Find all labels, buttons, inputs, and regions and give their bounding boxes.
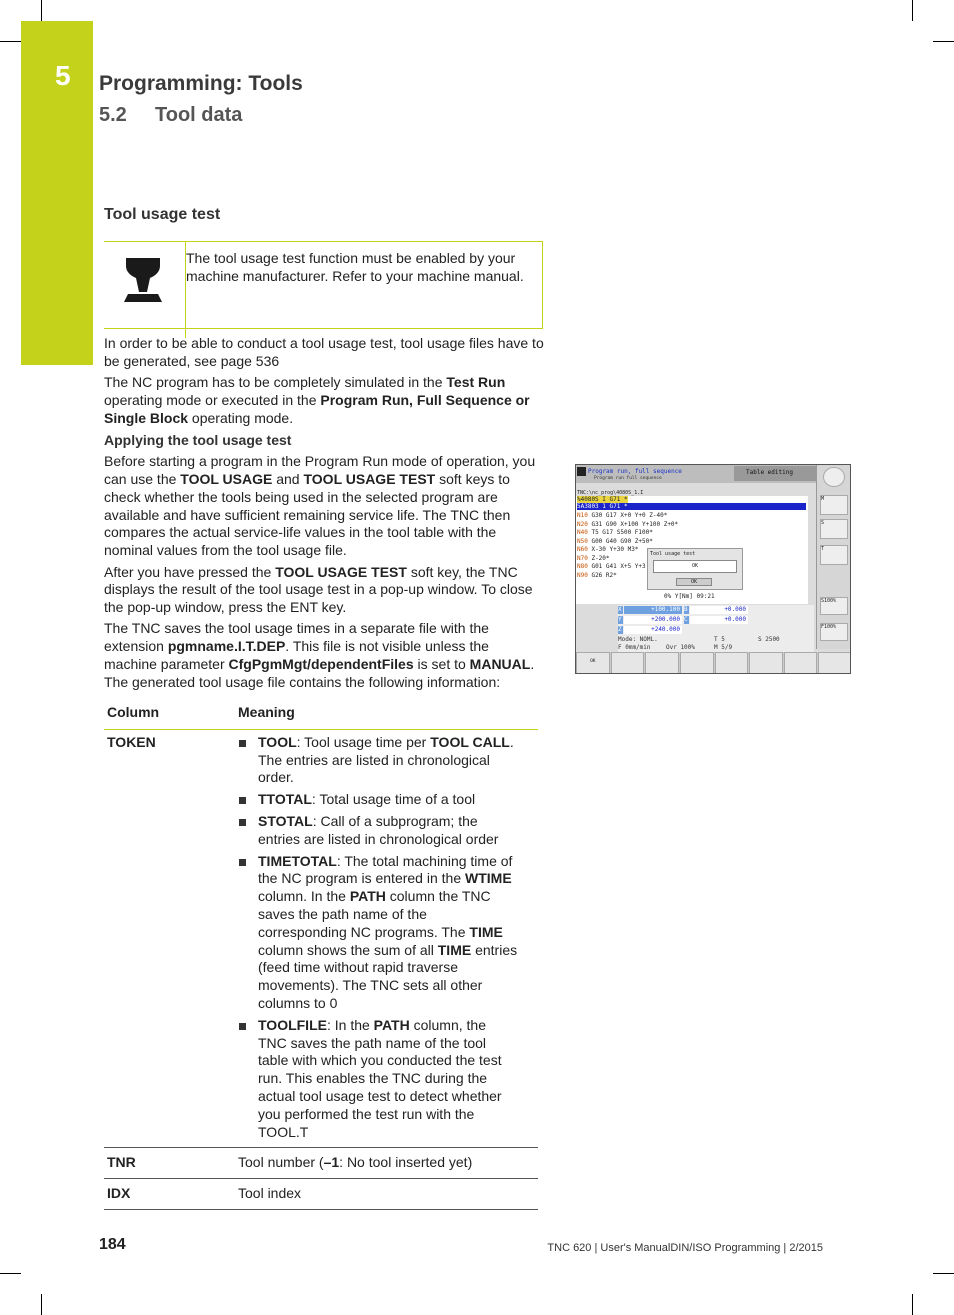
list-item: TOOL: Tool usage time per TOOL CALL. The entries are listed in chronological order. — [238, 734, 518, 787]
page-number: 184 — [99, 1236, 126, 1253]
mode-primary: Program run, full sequence — [588, 468, 682, 475]
paragraph: The NC program has to be completely simulated in the Test Run operating mode or executed in the Program Run, Full Sequence or Single Block operating mode. — [104, 374, 530, 426]
program-line: N80 G01 G41 X+5 Y+3 — [577, 563, 646, 570]
info-field: F 0mm/min — [618, 644, 651, 651]
program-path: TNC:\nc_prog\4080S_1.I — [577, 490, 644, 496]
program-line: N20 G31 G90 X+100 Y+100 Z+0* — [577, 520, 679, 528]
paragraph: In order to be able to conduct a tool usage test, tool usage files have to be generated, see page 536 — [104, 335, 544, 369]
body-text — [104, 335, 544, 695]
chapter-title: Programming: Tools — [99, 72, 303, 95]
softkey[interactable] — [715, 652, 749, 674]
axis-label: C — [684, 616, 688, 623]
softkey[interactable] — [680, 652, 714, 674]
info-table — [104, 700, 538, 1210]
spindle-override[interactable]: S100% — [820, 597, 848, 615]
side-softkey[interactable]: S — [820, 519, 848, 539]
program-line: N50 G00 G40 G90 Z+50* — [577, 537, 653, 545]
machine-manufacturer-icon — [122, 254, 164, 306]
info-field: S 2500 — [758, 636, 780, 643]
program-line: N10 G30 G17 X+0 Y+0 Z-40* — [577, 512, 668, 519]
paragraph: The TNC saves the tool usage times in a separate file with the extension pgmname.I.T.DEP. This file is not visible unless the machine parameter CfgPgmMgt/dependentFiles is set to MANUAL. The generated tool usage file contains the following information: — [104, 620, 535, 690]
list-item: TTOTAL: Total usage time of a tool — [238, 791, 518, 809]
crop-mark — [41, 1294, 42, 1315]
section-title — [99, 104, 242, 127]
program-line: N90 G26 R2* — [577, 571, 617, 579]
table-header: Column Meaning — [104, 700, 538, 730]
axis-value: +200.000 — [624, 616, 682, 624]
mode-secondary-box — [734, 466, 816, 481]
axis-value: +240.000 — [624, 626, 682, 634]
crop-mark — [41, 0, 42, 21]
token-list — [238, 734, 538, 1142]
section-name: Tool data — [155, 104, 243, 126]
position-display — [618, 605, 814, 653]
crop-mark — [912, 0, 913, 21]
list-item: TIMETOTAL: The total machining time of the NC program is entered in the WTIME column. In the PATH column the TNC saves the path name of the corresponding NC programs. The TIME column shows the sum of all TIME entries (feed time without rapid traverse movements). The TNC sets all other columns to 0 — [238, 853, 518, 1013]
side-softkeys — [816, 465, 850, 649]
section-number: 5.2 — [99, 104, 127, 126]
crop-mark — [0, 41, 21, 42]
tnc-screenshot — [575, 464, 851, 674]
popup-title: Tool usage test — [650, 551, 696, 557]
axis-value: +0.000 — [690, 616, 748, 624]
softkey[interactable] — [611, 652, 645, 674]
info-field: Mode: NOML. — [618, 636, 658, 643]
mode-primary-sub: Program run full sequence — [594, 476, 662, 481]
paragraph: After you have pressed the TOOL USAGE TEST soft key, the TNC displays the result of the tool usage test in a pop-up window. To close the pop-up window, press the ENT key. — [104, 563, 533, 616]
popup-result: OK — [653, 560, 737, 573]
softkey[interactable] — [645, 652, 679, 674]
program-line: N70 Z-20* — [577, 554, 610, 562]
feed-override[interactable]: F100% — [820, 623, 848, 641]
note-box — [104, 241, 543, 329]
softkey-bar — [576, 652, 851, 674]
table-row: TOKEN TOOL: Tool usage time per TOOL CALL. The entries are listed in chronological order. TTOTAL: Total usage time of a tool STOTAL: Call of a subprogram; the entries are listed in chronological order TIMETOTAL: The total machining time of the NC program is entered in the WTIME column. In the PATH column the TNC saves the path name of the corresponding NC programs. The TIME column shows the sum of all TIME entries (feed time without rapid traverse movements). The TNC sets all other columns to 0 TOOLFILE: In the PATH column, the TNC saves the path name of the tool table with which you conducted the test run. This enables the TNC during the actual tool usage test to detect whether you performed the test run with the TOOL.T — [104, 730, 538, 1149]
crop-mark — [933, 1273, 954, 1274]
program-line: N40 T5 G17 S500 F100* — [577, 529, 653, 536]
mode-bar — [576, 465, 816, 483]
axis-value: +100.100 — [624, 606, 682, 614]
side-softkey[interactable]: T — [820, 545, 848, 565]
status-readout: 0% Y[Nm] 09:21 — [664, 593, 715, 600]
table-row: TNR Tool number (–1: No tool inserted yet) — [104, 1148, 538, 1179]
info-field: M 5/9 — [714, 644, 733, 651]
info-field: T 5 — [714, 636, 725, 643]
list-item: STOTAL: Call of a subprogram; the entries are listed in chronological order — [238, 813, 518, 849]
popup-ok-button[interactable]: OK — [676, 578, 712, 586]
tool-usage-popup — [647, 548, 743, 590]
softkey-ok[interactable]: OK — [576, 652, 610, 674]
mode-icon — [577, 467, 586, 476]
crop-mark — [912, 1294, 913, 1315]
program-line: 5A3803 1 G71 * — [577, 503, 806, 510]
mode-secondary: Table editing — [746, 469, 793, 476]
softkey[interactable] — [818, 652, 851, 674]
footer-text: TNC 620 | User's ManualDIN/ISO Programming | 2/2015 — [547, 1242, 823, 1254]
program-line: N60 X-30 Y+30 M3* — [577, 546, 639, 553]
softkey[interactable] — [784, 652, 818, 674]
crop-mark — [0, 1273, 21, 1274]
info-field: Ovr 100% — [666, 644, 695, 651]
axis-label: X — [618, 606, 622, 613]
gauge-icon — [823, 467, 845, 487]
axis-label: Y — [618, 616, 622, 623]
paragraph: Before starting a program in the Program Run mode of operation, you can use the TOOL USAGE and TOOL USAGE TEST soft keys to check whether the tools being used in the selected program are available and have sufficient remaining service life. The TNC then compares the actual service-life values in the tool table with the nominal values from the tool usage file. — [104, 453, 536, 559]
chapter-number: 5 — [55, 60, 71, 91]
axis-value: +0.000 — [690, 606, 748, 614]
heading: Tool usage test — [104, 206, 221, 223]
side-softkey[interactable]: M — [820, 495, 848, 515]
axis-label: B — [684, 606, 688, 613]
table-row: IDX Tool index — [104, 1179, 538, 1210]
list-item: TOOLFILE: In the PATH column, the TNC saves the path name of the tool table with which you conducted the test run. This enables the TNC during the actual tool usage test to detect whether you performed the test run with the TOOL.T — [238, 1017, 518, 1142]
crop-mark — [933, 41, 954, 42]
axis-label: Z — [618, 626, 622, 633]
program-line: %4080S I G71 * — [577, 496, 628, 503]
subheading: Applying the tool usage test — [104, 432, 292, 449]
note-text: The tool usage test function must be enabled by your machine manufacturer. Refer to your machine manual. — [186, 250, 524, 284]
softkey[interactable] — [749, 652, 783, 674]
